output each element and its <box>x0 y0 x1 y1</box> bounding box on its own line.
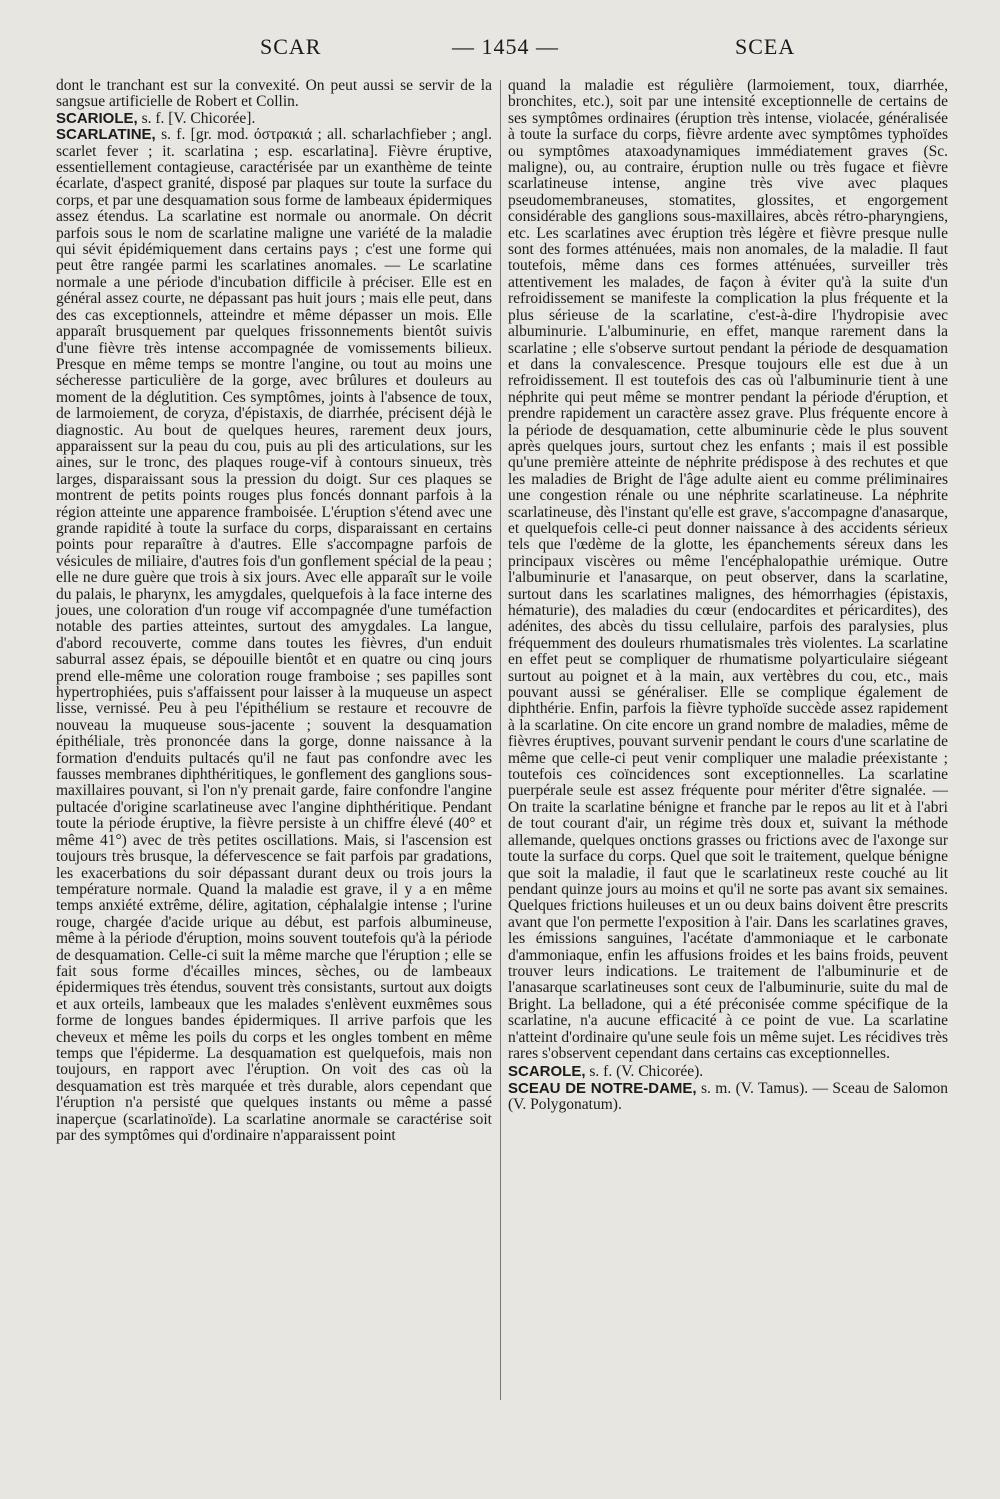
entry-text-scarole: s. f. (V. Chicorée). <box>585 1063 704 1081</box>
entry-scariole <box>56 111 492 127</box>
entry-headword-sceau: SCEAU DE NOTRE-DAME, <box>508 1079 697 1097</box>
running-head-left: SCAR <box>260 34 322 59</box>
column-divider <box>500 80 501 1400</box>
entry-scarole <box>508 1064 948 1080</box>
scarlatine-continued: quand la maladie est régulière (larmoiement, toux, diarrhée, bronchites, etc.), soit par une intensité exceptionnelle de certains de ses symptômes ordinaires (éruption très intense, violacée, généralisée à toute la surface du corps, fièvre ardente avec symptômes typhoïdes ou symptômes ataxoadynamiques immédiatement graves (Sc. maligne), ou, au contraire, éruption nulle ou très fugace et fièvre scarlatineuse intense, angine très vive avec plaques pseudomembraneuses, stomatites, glossites, et engorgement considérable des ganglions sous-maxillaires, abcès rétro-pharyngiens, etc. Les scarlatines avec éruption très légère et fièvre presque nulle sont des formes atténuées, mais non anomales, de la maladie. Il faut toutefois, même dans ces formes atténuées, surveiller très attentivement les malades, de façon à éviter qu'à la suite d'un refroidissement se manifeste la complication la plus fréquente et la plus sérieuse de la scarlatine, c'est-à-dire l'hydropisie avec albuminurie. L'albuminurie, en effet, manque rarement dans la scarlatine ; elle s'observe surtout pendant la période de desquamation et dans la convalescence. Presque toujours elle est due à un refroidissement. Il est toutefois des cas où l'albuminurie tient à une néphrite qui peut même se montrer pendant la période d'éruption, et prendre rapidement un caractère assez grave. Plus fréquente encore à la période de desquamation, cette albuminurie cède le plus souvent après quelques jours, surtout chez les enfants ; mais il est possible qu'une première atteinte de néphrite prédispose à des rechutes et que les maladies de Bright de l'âge adulte aient eu comme préliminaires une congestion rénale ou une néphrite scarlatineuse. La néphrite scarlatineuse, dès l'instant qu'elle est grave, s'accompagne d'anasarque, et quelquefois celle-ci peut donner naissance à des accidents sérieux tels que l'œdème de la glotte, les épanchements séreux dans les principaux viscères ou même l'encéphalopathie urémique. Outre l'albuminurie et l'anasarque, on peut observer, dans la scarlatine, surtout dans les scarlatines malignes, des hémorrhagies (épistaxis, hématurie), des maladies du cœur (endocardites et péricardites), des adénites, des abcès du tissu cellulaire, parfois des paralysies, plus fréquemment des douleurs rhumatismales très violentes. La scarlatine en effet peut se compliquer de rhumatisme polyarticulaire siégeant surtout au poignet et à la main, aux vertèbres du cou, etc., mais pouvant aussi se généraliser. Elle se complique également de diphthérie. Enfin, parfois la fièvre typhoïde succède assez rapidement à la scarlatine. On cite encore un grand nombre de maladies, même de fièvres éruptives, pouvant survenir pendant le cours d'une scarlatine de même que celle-ci peut venir compliquer une maladie préexistante ; toutefois ces coïncidences sont exceptionnelles. La scarlatine puerpérale seule est assez fréquente pour mériter d'être signalée. — On traite la scarlatine bénigne et franche par le repos au lit et à l'abri de tout courant d'air, un régime très doux et, suivant la méthode allemande, quelques onctions grasses ou frictions avec de l'axonge sur toute la surface du corps. Quel que soit le traitement, quelque bénigne que soit la maladie, il faut que le scarlatineux reste couché au lit pendant quinze jours au moins et qu'il ne sorte pas avant six semaines. Quelques frictions huileuses et un ou deux bains doivent être prescrits avant que l'on permette l'exposition à l'air. Dans les scarlatines graves, les émissions sanguines, l'acétate d'ammoniaque et le carbonate d'ammoniaque, enfin les affusions froides et les bains froids, peuvent trouver leurs indications. Le traitement de l'albuminurie et de l'anasarque scarlatineuses sont ceux de l'albuminurie, suite du mal de Bright. La belladone, qui a été préconisée comme spécifique de la scarlatine, n'a aucune efficacité à ce point de vue. La scarlatine n'atteint d'ordinaire qu'une seule fois un même sujet. Les récidives très rares s'observent cependant dans certains cas exceptionnelles. <box>508 77 948 1062</box>
entry-headword-scarole: SCAROLE, <box>508 1063 586 1081</box>
page-number: — 1454 — <box>452 34 559 59</box>
entry-headword-scarlatine: SCARLATINE, <box>56 126 156 144</box>
continued-paragraph: dont le tranchant est sur la convexité. On peut aussi se servir de la sangsue artificielle de Robert et Collin. <box>56 77 492 111</box>
running-head-right: SCEA <box>735 34 796 59</box>
entry-headword-scariole: SCARIOLE, <box>56 109 138 127</box>
entry-sceau <box>508 1081 948 1114</box>
entry-text-scariole: s. f. [V. Chicorée]. <box>137 109 256 127</box>
entry-text-scarlatine: s. f. [gr. mod. όστρακιά ; all. scharlachfieber ; angl. scarlet fever ; it. scarlatina ; esp. escarlatina]. Fièvre éruptive, essentiellement contagieuse, caractérisée par un exanthème de teinte écarlate, d'aspect granité, disposé par plaques sur toute la surface du corps, et par une desquamation sous forme de lambeaux épidermiques assez étendus. La scarlatine est normale ou anormale. On décrit parfois sous le nom de scarlatine maligne une variété de la maladie qui sévit épidémiquement dans certains pays ; c'est une forme qui peut être rangée parmi les scarlatines anomales. — Le scarlatine normale a une période d'incubation difficile à préciser. Elle est en général assez courte, ne dépassant pas huit jours ; mais elle peut, dans des cas exceptionnels, atteindre et même dépasser un mois. Elle apparaît brusquement par quelques frissonnements bientôt suivis d'une fièvre très intense accompagnée de vomissements bilieux. Presque en même temps se montre l'angine, ou tout au moins une sécheresse particulière de la gorge, avec brûlures et douleurs au moment de la déglutition. Ces symptômes, joints à l'absence de toux, de larmoiement, de coryza, d'épistaxis, de diarrhée, précisent déjà le diagnostic. Au bout de quelques heures, rarement deux jours, apparaissent sur la peau du cou, puis au pli des articulations, sur les aines, sur le tronc, des plaques rouge-vif à contours sinueux, très larges, disparaissant sous la pression du doigt. Sur ces plaques se montrent de petits points rouges plus foncés donnant parfois à la région atteinte une apparence framboisée. L'éruption s'étend avec une grande rapidité à toute la surface du corps, disparaissant en certains points pour reparaître à d'autres. Elle s'accompagne parfois de vésicules de miliaire, d'autres fois d'un gonflement spécial de la peau ; elle ne dure guère que trois à six jours. Avec elle apparaît sur le voile du palais, le pharynx, les amygdales, quelquefois à la face interne des joues, une coloration d'un rouge vif accompagnée d'une tuméfaction notable des parties atteintes, surtout des amygdales. La langue, d'abord recouverte, comme dans toutes les fièvres, d'un enduit saburral assez épais, se dépouille bientôt et en quatre ou cinq jours prend elle-même une coloration rouge framboise ; ses papilles sont hypertrophiées, puis s'affaissent pour laisser à la muqueuse un aspect lisse, vernissé. Peu à peu l'épithélium se restaure et recouvre de nouveau la muqueuse sous-jacente ; souvent la desquamation épithéliale, très prononcée dans la gorge, donne naissance à la formation d'enduits pultacés qu'il ne faut pas confondre avec les fausses membranes diphthéritiques, le gonflement des ganglions sous-maxillaires pouvant, si l'on n'y prenait garde, faire confondre l'angine pultacée d'origine scarlatineuse avec l'angine diphthéritique. Pendant toute la période éruptive, la fièvre persiste à un chiffre élevé (40° et même 41°) avec de très petites oscillations. Mais, si l'ascension est toujours très brusque, la défervescence se fait parfois par gradations, les exacerbations du soir dépassant durant deux ou trois jours la température normale. Quand la maladie est grave, il y a en même temps anxiété extrême, délire, agitation, céphalalgie intense ; l'urine rouge, chargée d'acide urique au début, est parfois albumineuse, même à la période d'éruption, moins souvent toutefois qu'à la période de desquamation. Celle-ci suit la même marche que l'éruption ; elle se fait sous forme d'écailles minces, sèches, ou de lambeaux épidermiques très étendus, souvent très consistants, surtout aux doigts et aux orteils, lambeaux que les malades s'enlèvent euxmêmes sous forme de longues bandes épidermiques. Il arrive parfois que les cheveux et même les poils du corps et les ongles tombent en même temps que l'épiderme. La desquamation est quelquefois, mais non toujours, en rapport avec l'éruption. On voit des cas où la desquamation est très marquée et très durable, alors cependant que l'éruption n'a persisté que quelques instants ou même a passé inaperçue (scarlatinoïde). La scarlatine anormale se caractérise soit par des symptômes qui d'ordinaire n'apparaissent point <box>56 126 492 1144</box>
right-column <box>508 78 948 1114</box>
entry-text-sceau: s. m. (V. Tamus). — Sceau de Salomon (V. Polygonatum). <box>508 1079 948 1114</box>
entry-scarlatine <box>56 127 492 1144</box>
running-head <box>0 34 1000 64</box>
left-column <box>56 78 492 1144</box>
